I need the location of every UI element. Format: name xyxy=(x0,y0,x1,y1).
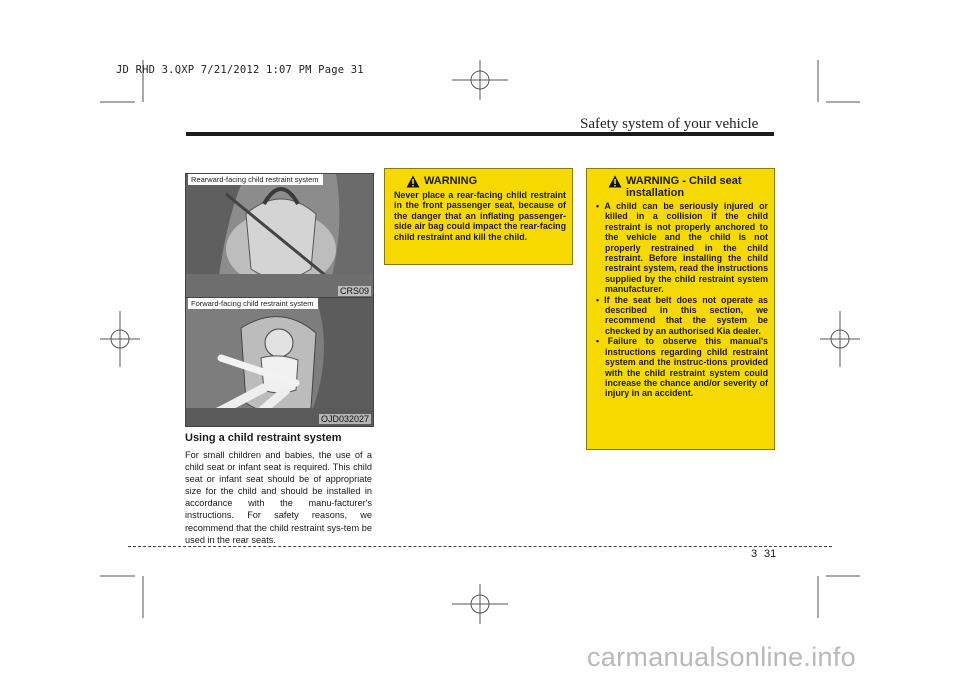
figure-label-top: Rearward-facing child restraint system xyxy=(188,174,323,185)
print-slug: JD RHD 3.QXP 7/21/2012 1:07 PM Page 31 xyxy=(116,64,364,76)
warning-box-child-seat-installation xyxy=(586,168,775,450)
rearward-facing-illustration xyxy=(186,174,373,298)
warning-triangle-icon xyxy=(608,175,622,188)
footer-rule xyxy=(128,546,832,547)
header-rule xyxy=(186,132,774,136)
figure-label-bottom: Forward-facing child restraint system xyxy=(188,298,318,309)
warning-item: • Failure to observe this manual's instructions regarding child restraint system and the instruc-tions provided with the child restraint system could increase the chance and/or severity of injury in an accident. xyxy=(596,336,768,399)
warning-title: WARNING xyxy=(424,175,478,187)
warning-header xyxy=(406,175,566,188)
warning-item: • If the seat belt does not operate as described in this section, we recommend that the system be checked by an authorised Kia dealer. xyxy=(596,294,768,336)
watermark: carmanualsonline.info xyxy=(587,642,856,672)
warning-header xyxy=(608,175,768,199)
chapter-number: 3 xyxy=(751,548,758,560)
forward-facing-figure xyxy=(185,297,374,427)
section-title: Safety system of your vehicle xyxy=(580,116,759,132)
warning-item: • A child can be seriously injured or killed in a collision if the child restraint is not properly anchored to the vehicle and the child is not properly restrained in the child restraint. Before installing the child restraint system, read the instructions supplied by the child restraint system manufacturer. xyxy=(596,201,768,295)
section-heading: Using a child restraint system xyxy=(185,432,342,444)
page-number: 31 xyxy=(764,548,777,560)
warning-list xyxy=(596,201,768,399)
warning-triangle-icon xyxy=(406,175,420,188)
warning-box-rear-facing xyxy=(384,168,573,265)
figure-code-top: CRS09 xyxy=(339,286,369,296)
rearward-facing-figure xyxy=(185,173,374,299)
figure-code-bottom: OJD032027 xyxy=(320,414,369,424)
warning-title: WARNING - Child seat installation xyxy=(626,175,742,199)
forward-facing-illustration xyxy=(186,298,373,426)
body-paragraph: For small children and babies, the use of a child seat or infant seat is required. This child seat or infant seat should be of appropriate size for the child and should be installed in accordance with the manu-facturer's instructions. For safety reasons, we recommend that the child restraint sys-tem be used in the rear seats. xyxy=(185,450,372,545)
warning-text: Never place a rear-facing child restraint in the front passenger seat, because of the danger that an inflating passenger-side air bag could impact the rear-facing child restraint and kill the child. xyxy=(394,190,566,242)
